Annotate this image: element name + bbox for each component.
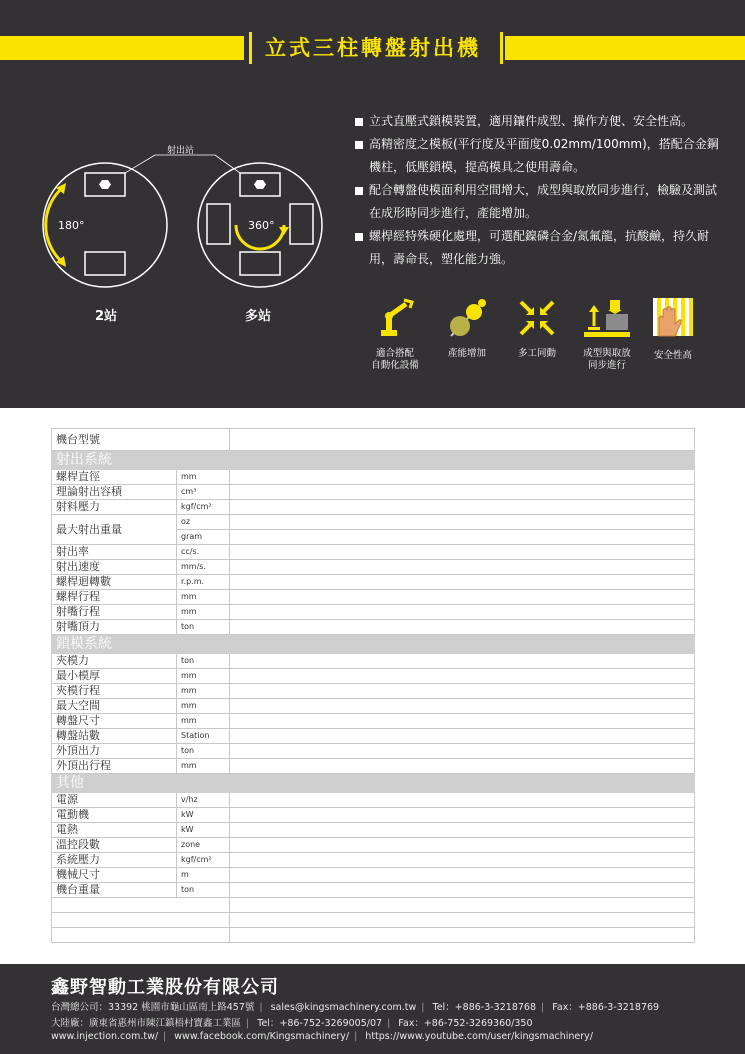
footer-links: www.injection.com.tw/ | www.facebook.com/Kingsmachinery/ | https://www.youtube.com/user/kingsmachinery/ (51, 1031, 594, 1042)
spec-unit: cc/s. (177, 545, 230, 560)
spec-value (230, 669, 695, 684)
spec-unit: kW (177, 823, 230, 838)
label-multi-station: 多站 (245, 309, 272, 324)
footer-china: 大陸廠：廣東省惠州市陳江鎮梧村寶鑫工業區 | Tel：+86-752-3269005/07 | Fax：+86-752-3269360/350 (51, 1018, 533, 1029)
empty-cell (230, 898, 695, 913)
spec-name: 夾模行程 (52, 684, 177, 699)
spec-unit: m (177, 868, 230, 883)
spec-name: 外頂出力 (52, 744, 177, 759)
section-title: 其他 (52, 774, 695, 793)
facebook-link[interactable]: www.facebook.com/Kingsmachinery/ (174, 1031, 350, 1042)
company-name: 鑫野智動工業股份有限公司 (51, 977, 279, 998)
table-row (52, 913, 695, 928)
spec-unit: mm (177, 699, 230, 714)
table-row (52, 883, 695, 898)
spec-unit: mm (177, 605, 230, 620)
spec-unit: gram (177, 530, 230, 545)
label-two-station: 2站 (95, 309, 118, 324)
feature-bullets (355, 110, 725, 271)
spec-unit: zone (177, 838, 230, 853)
section-header (52, 774, 695, 793)
station-bottom-right (240, 252, 280, 275)
feature-label: 成型與取放 (583, 348, 631, 359)
spec-name: 螺桿迴轉數 (52, 575, 177, 590)
feature-automation (360, 296, 430, 372)
table-row (52, 515, 695, 530)
table-row (52, 545, 695, 560)
nozzle-icon (99, 180, 111, 189)
spec-table (51, 428, 695, 943)
spec-value (230, 684, 695, 699)
empty-cell (230, 928, 695, 943)
empty-cell (52, 928, 230, 943)
spec-name: 射出率 (52, 545, 177, 560)
station-bottom-left (85, 252, 125, 275)
table-row (52, 793, 695, 808)
feature-multitask (502, 296, 572, 360)
spec-name: 外頂出行程 (52, 759, 177, 774)
spec-name: 電源 (52, 793, 177, 808)
angle-180: 180° (58, 219, 85, 232)
table-row (52, 485, 695, 500)
spec-value (230, 500, 695, 515)
model-label: 機台型號 (52, 429, 230, 451)
spec-name: 最大空間 (52, 699, 177, 714)
spec-name: 電動機 (52, 808, 177, 823)
capacity-icon (445, 296, 489, 340)
table-row (52, 823, 695, 838)
empty-cell (52, 913, 230, 928)
spec-value (230, 560, 695, 575)
spec-value (230, 654, 695, 669)
spec-name: 夾模力 (52, 654, 177, 669)
angle-360: 360° (248, 219, 275, 232)
table-row (52, 699, 695, 714)
taiwan-address: 台灣總公司：33392 桃園市龜山區南上路457號 (51, 1002, 255, 1013)
spec-unit: ton (177, 654, 230, 669)
safety-hand-icon (649, 296, 697, 342)
empty-cell (52, 898, 230, 913)
spec-unit: mm (177, 470, 230, 485)
feature-capacity (432, 296, 502, 360)
spec-name: 螺桿直徑 (52, 470, 177, 485)
section-title: 射出系統 (52, 451, 695, 470)
spec-unit: Station (177, 729, 230, 744)
section-header (52, 451, 695, 470)
spec-name: 螺桿行程 (52, 590, 177, 605)
table-row (52, 759, 695, 774)
turntable-diagram (40, 140, 340, 340)
table-row (52, 928, 695, 943)
model-value (230, 429, 695, 451)
feature-safety (638, 296, 708, 362)
spec-value (230, 729, 695, 744)
table-row (52, 470, 695, 485)
website-link[interactable]: www.injection.com.tw/ (51, 1031, 159, 1042)
feature-label: 適合搭配 (375, 348, 414, 359)
china-fax: Fax：+86-752-3269360/350 (398, 1018, 533, 1029)
table-row (52, 838, 695, 853)
table-row (52, 714, 695, 729)
table-row (52, 669, 695, 684)
spec-name: 機械尺寸 (52, 868, 177, 883)
table-row (52, 605, 695, 620)
model-row (52, 429, 695, 451)
taiwan-fax: Fax：+886-3-3218769 (552, 1002, 660, 1013)
feature-icons (360, 296, 720, 386)
spec-value (230, 744, 695, 759)
email-link[interactable]: sales@kingsmachinery.com.tw (270, 1002, 417, 1013)
spec-unit: kgf/cm² (177, 853, 230, 868)
spec-value (230, 545, 695, 560)
china-tel: Tel：+86-752-3269005/07 (257, 1018, 383, 1029)
taiwan-tel: Tel：+886-3-3218768 (432, 1002, 536, 1013)
table-row (52, 898, 695, 913)
table-row (52, 560, 695, 575)
spec-unit: mm/s. (177, 560, 230, 575)
spec-value (230, 470, 695, 485)
spec-value (230, 823, 695, 838)
spec-name: 機台重量 (52, 883, 177, 898)
spec-name: 射料壓力 (52, 500, 177, 515)
spec-value (230, 838, 695, 853)
station-left-right (207, 204, 230, 244)
spec-value (230, 853, 695, 868)
feature-label: 同步進行 (587, 360, 626, 371)
spec-value (230, 883, 695, 898)
bullet-item: 螺桿經特殊硬化處理，可選配鎳磷合金/氮氟龍，抗酸鹼，持久耐用，壽命長，塑化能力強。 (355, 225, 725, 271)
spec-value (230, 759, 695, 774)
spec-name: 射嘴頂力 (52, 620, 177, 635)
station-right-right (290, 204, 313, 244)
table-row (52, 654, 695, 669)
section-title: 鎖模系統 (52, 635, 695, 654)
spec-name: 系統壓力 (52, 853, 177, 868)
empty-cell (230, 913, 695, 928)
spec-unit: mm (177, 669, 230, 684)
spec-unit: ton (177, 883, 230, 898)
spec-value (230, 620, 695, 635)
spec-name: 最小模厚 (52, 669, 177, 684)
arrows-converge-icon (515, 296, 559, 340)
spec-value (230, 515, 695, 530)
spec-unit: mm (177, 714, 230, 729)
spec-name: 溫控段數 (52, 838, 177, 853)
spec-value (230, 714, 695, 729)
spec-name: 最大射出重量 (52, 515, 177, 545)
spec-name: 轉盤尺寸 (52, 714, 177, 729)
spec-value (230, 699, 695, 714)
spec-unit: mm (177, 590, 230, 605)
spec-name: 射嘴行程 (52, 605, 177, 620)
footer (0, 964, 745, 1054)
youtube-link[interactable]: https://www.youtube.com/user/kingsmachinery/ (365, 1031, 594, 1042)
table-row (52, 620, 695, 635)
spec-unit: mm (177, 684, 230, 699)
spec-value (230, 868, 695, 883)
nozzle-icon-right (254, 180, 266, 189)
table-row (52, 868, 695, 883)
spec-unit: r.p.m. (177, 575, 230, 590)
bullet-item: 配合轉盤使模面利用空間增大，成型與取放同步進行，檢驗及測試在成形時同步進行，產能增加。 (355, 179, 725, 225)
mold-sync-icon (580, 296, 634, 340)
table-row (52, 684, 695, 699)
spec-unit: ton (177, 744, 230, 759)
feature-label: 多工同動 (517, 348, 556, 359)
spec-name: 電熱 (52, 823, 177, 838)
injection-station-label: 射出站 (167, 146, 195, 156)
spec-value (230, 808, 695, 823)
china-address: 大陸廠：廣東省惠州市陳江鎮梧村寶鑫工業區 (51, 1018, 242, 1029)
robot-arm-icon (373, 296, 417, 340)
feature-label: 安全性高 (653, 350, 692, 361)
feature-label: 自動化設備 (371, 360, 419, 371)
spec-unit: cm³ (177, 485, 230, 500)
spec-unit: kgf/cm² (177, 500, 230, 515)
spec-name: 轉盤站數 (52, 729, 177, 744)
section-header (52, 635, 695, 654)
spec-value (230, 793, 695, 808)
spec-value (230, 530, 695, 545)
spec-unit: v/hz (177, 793, 230, 808)
bullet-item: 立式直壓式鎖模裝置，適用鑲件成型、操作方便、安全性高。 (355, 110, 725, 133)
spec-unit: ton (177, 620, 230, 635)
table-row (52, 575, 695, 590)
spec-unit: oz (177, 515, 230, 530)
bullet-item: 高精密度之模板(平行度及平面度0.02mm/100mm)，搭配合金鋼機柱，低壓鎖模，提高模具之使用壽命。 (355, 133, 725, 179)
spec-name: 射出速度 (52, 560, 177, 575)
spec-value (230, 605, 695, 620)
table-row (52, 744, 695, 759)
spec-value (230, 590, 695, 605)
page-title: 立式三柱轉盤射出機 (265, 36, 481, 60)
table-row (52, 853, 695, 868)
feature-label: 產能增加 (447, 348, 486, 359)
spec-name: 理論射出容積 (52, 485, 177, 500)
spec-value (230, 485, 695, 500)
table-row (52, 590, 695, 605)
table-row (52, 808, 695, 823)
spec-value (230, 575, 695, 590)
footer-taiwan: 台灣總公司：33392 桃園市龜山區南上路457號 | sales@kingsmachinery.com.tw | Tel：+886-3-3218768 | Fax：+886-3-3218769 (51, 1002, 660, 1013)
table-row (52, 500, 695, 515)
table-row (52, 729, 695, 744)
spec-unit: mm (177, 759, 230, 774)
spec-unit: kW (177, 808, 230, 823)
feature-sync (572, 296, 642, 372)
